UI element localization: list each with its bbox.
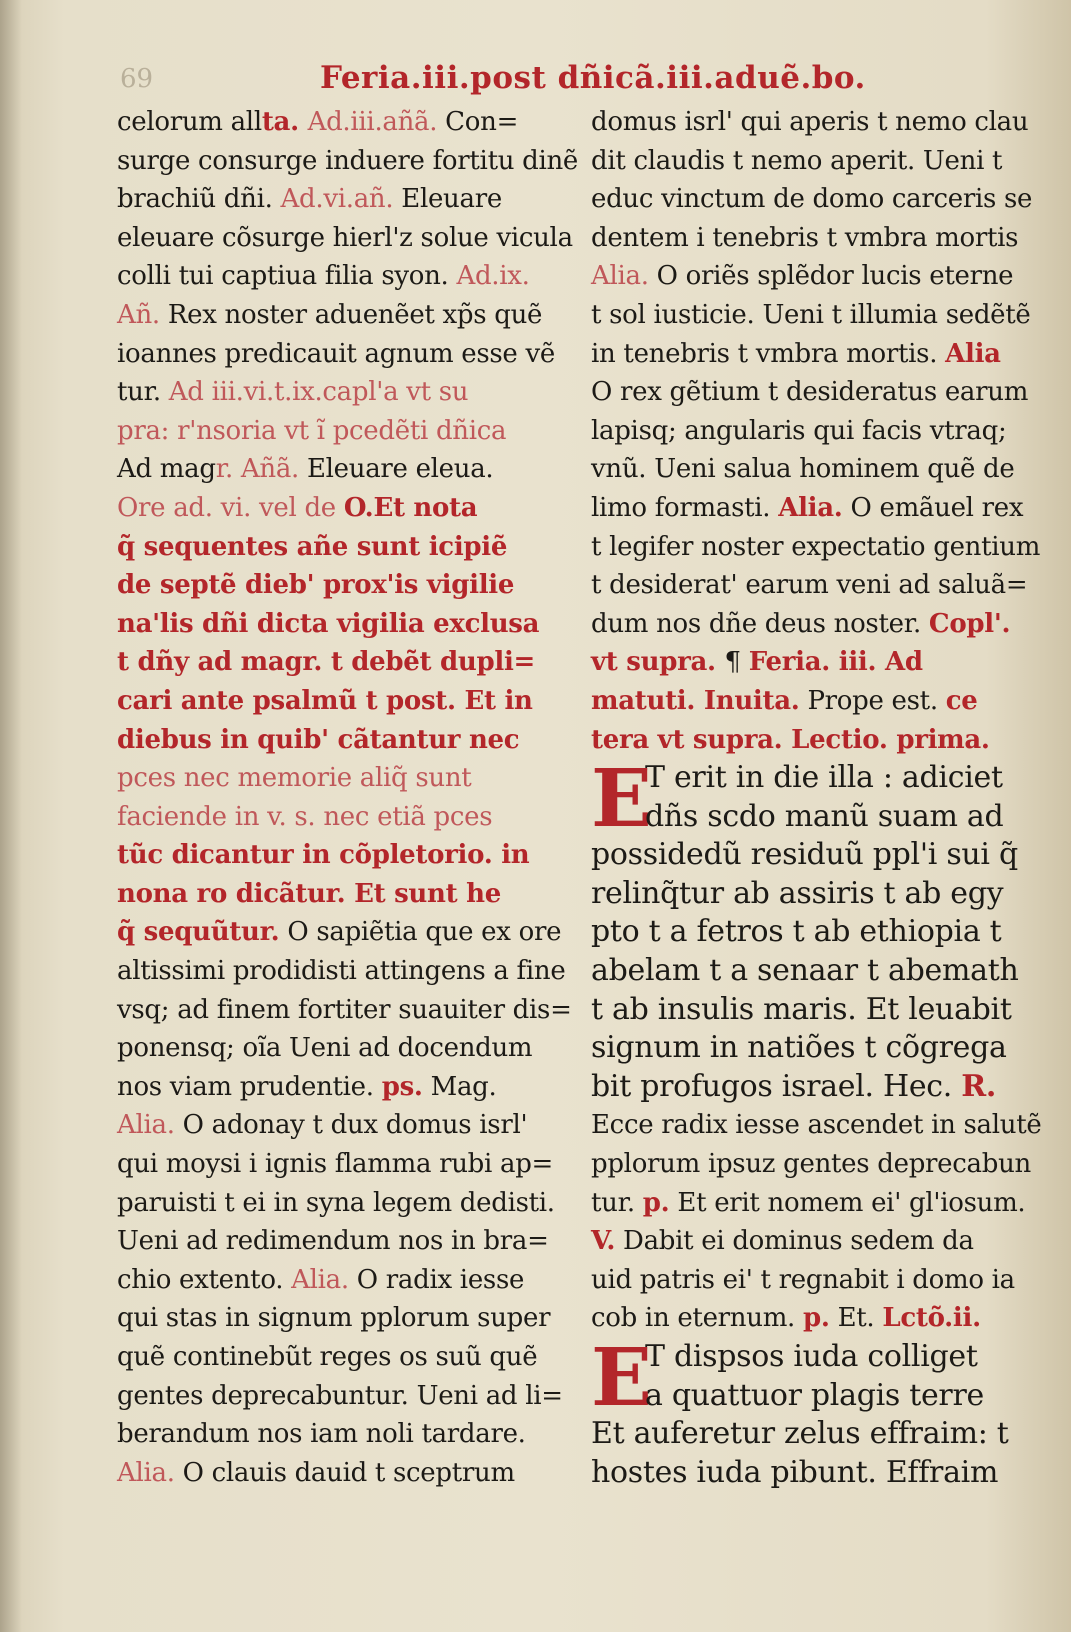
text-run: altissimi prodidisti attingens a fine [117,956,566,987]
text-run: pto t a fetros t ab ethiopia t [591,914,1002,950]
text-run: Dabit ei dominus sedem da [615,1226,974,1257]
text-run: dit claudis t nemo aperit. Ueni t [591,145,1003,176]
rubric-text: Ad.vi.añ. [280,184,394,215]
rubric-text: R. [961,1068,997,1104]
rubric-text: vt supra. [591,647,725,678]
folio-number: 69 [120,64,154,94]
text-run: chio extento. [117,1264,292,1295]
rubric-text: Alia. [291,1264,349,1295]
rubric-text: Alia. [591,261,649,292]
text-line [117,1377,565,1416]
text-line [591,450,1031,489]
text-run: O radix iesse [348,1264,525,1295]
text-line [117,1029,565,1068]
text-line [591,412,1031,451]
text-line [117,528,565,567]
rubric-text: p. [802,1303,830,1334]
text-run: gentes deprecabuntur. Ueni ad li= [117,1380,563,1411]
text-run: nos viam prudentie. [117,1071,382,1102]
text-run: brachiũ dñi. [117,184,281,215]
text-run: O oriẽs splẽdor lucis eterne [648,261,1014,292]
rubric-text: tũc dicantur in cõpletorio. in [117,840,530,871]
text-line [117,219,573,258]
text-run: a quattuor plagis terre [645,1377,984,1413]
text-run: O emãuel rex [842,492,1024,523]
text-line [117,103,565,142]
text-line [591,142,1031,181]
text-line [117,296,565,335]
text-run: Ecce radix iesse ascendet in salutẽ [591,1110,1042,1141]
text-line [591,836,1031,875]
rubric-text: na'lis dñi dicta vigilia exclusa [117,608,540,639]
text-run: O clauis dauid t sceptrum [174,1457,515,1488]
rubric-text: p. [642,1187,670,1218]
rubric-text: ce [945,685,978,716]
text-run: tur. [117,377,169,408]
text-line [117,373,565,412]
rubric-text: Ad.iii.añã. [307,107,438,137]
text-run: in tenebris t vmbra mortis. [591,338,946,369]
text-line [117,952,565,991]
text-line [117,605,565,644]
text-run: ioannes predicauit agnum esse vẽ [117,338,555,369]
rubric-text: Et nota [373,492,478,523]
rubric-text: faciende in v. s. nec etiã pces [117,801,493,832]
rubric-text: Añã. [232,454,299,485]
text-line [591,103,1031,142]
text-run: dñs scdo manũ suam ad [645,798,1004,834]
page-header [120,60,1020,100]
text-line [117,489,565,528]
text-run: lapisq; angularis qui facis vtraq; [591,415,1007,446]
text-run: ponensq; oĩa Ueni ad docendum [117,1033,533,1064]
text-run: dentem i tenebris t vmbra mortis [591,222,1019,253]
text-run: T erit in die illa : adiciet [645,760,1003,796]
text-line [117,1068,565,1107]
rubric-text: matuti. Inuita. [591,685,800,716]
text-line [591,1222,1031,1261]
rubric-text: q̃ sequũtur. [117,917,280,948]
right-text-column [591,103,1042,1492]
left-text-column [117,103,579,1492]
text-line [591,1299,1031,1338]
text-run: qui stas in signum pplorum super [117,1303,551,1334]
text-run: uid patris ei' t regnabit i domo ia [591,1264,1015,1295]
text-run: pplorum ipsuz gentes deprecabun [591,1149,1031,1180]
text-line [117,412,565,451]
text-line [591,798,1031,837]
text-run: t sol iusticie. Ueni t illumia sedẽtẽ [591,299,1031,330]
text-run: celorum all [117,107,262,137]
text-line [591,682,1031,721]
text-line [117,257,565,296]
text-line [591,296,1031,335]
rubric-text: t dñy ad magr. t debẽt dupli= [117,647,536,678]
text-line [117,142,579,181]
text-line [117,798,565,837]
text-line [117,450,565,489]
rubric-text: tera vt supra. Lectio. prima. [591,724,990,755]
text-line [117,1338,565,1377]
decorated-initial: E [591,1330,652,1424]
rubric-text: de septẽ dieb' prox'is vigilie [117,570,515,601]
text-run: Prope est. [799,685,946,716]
text-line [591,335,1031,374]
rubric-text: ta. [261,107,308,137]
text-run: educ vinctum de domo carceris se [591,184,1033,215]
rubric-text: Lctõ.ii. [882,1303,981,1334]
text-run: Hec. [882,1068,962,1104]
text-run: dum nos dñe deus noster. [591,608,929,639]
text-run: surge consurge induere fortitu dinẽ [117,145,579,176]
rubric-text: Feria. iii. Ad [748,647,923,678]
text-line [117,643,565,682]
text-run: tur. [591,1187,643,1218]
text-line [117,1415,565,1454]
text-run: ¶ [724,647,749,678]
text-line [117,682,565,721]
text-run: Eleuare eleua. [299,454,494,485]
text-line [591,257,1031,296]
text-line [591,875,1031,914]
text-run: Et. [829,1303,883,1334]
text-run: t ab insulis maris. Et leuabit [591,991,1012,1027]
text-line [591,528,1041,567]
text-line [591,1068,1031,1107]
rubric-text: Ad iii.vi.t.ix.capl'a vt su [168,377,469,408]
text-run: domus isrl' qui aperis t nemo clau [591,107,1029,137]
rubric-text: r. [215,454,233,485]
decorated-initial: E [591,751,652,846]
rubric-text: nona ro dicãtur. Et sunt he [117,878,501,909]
text-run: colli tui captiua filia syon. [117,261,457,292]
text-line [117,1145,565,1184]
text-run: O sapiẽtia que ex ore [279,917,562,948]
running-title: Feria.iii.post dñicã.iii.aduẽ.bo. [320,60,866,96]
text-run: cob in eternum. [591,1303,803,1334]
text-line [591,1184,1031,1223]
text-run: paruisti t ei in syna legem dedisti. [117,1187,555,1218]
text-run: Ueni ad redimendum nos in bra= [117,1226,549,1257]
text-line [591,219,1031,258]
text-line [117,1106,565,1145]
rubric-text: ps. [381,1071,423,1102]
text-line [117,566,565,605]
text-run: Eleuare [393,184,502,215]
text-run: quẽ continebũt reges os suũ quẽ [117,1342,538,1372]
rubric-text: Ad.ix. [456,261,530,292]
text-run: Ad mag [117,454,216,485]
text-run: abelam t a senaar t abemath [591,953,1019,989]
text-run: hostes iuda pibunt. Effraim [591,1454,999,1490]
rubric-text: Alia. [117,1457,175,1488]
rubric-text: diebus in quib' cãtantur nec [117,724,520,755]
text-line [591,1415,1031,1454]
gutter-shadow [0,0,22,1632]
rubric-text: pces nec memorie aliq̃ sunt [117,763,472,794]
text-line [591,952,1031,991]
text-run: Con= [437,107,519,137]
text-line [591,1106,1042,1145]
rubric-text: Copl'. [928,608,1011,639]
text-line [117,759,565,798]
rubric-text: cari ante psalmũ t post. Et in [117,685,533,716]
text-line [117,913,565,952]
text-line [591,1377,1031,1416]
text-line [591,1029,1031,1068]
text-line [591,605,1031,644]
text-run: O adonay t dux domus isrl' [174,1110,528,1141]
text-run: O rex gẽtium t desideratus earum [591,377,1029,408]
rubric-text: Alia. [778,492,843,523]
text-run: Et erit nomem ei' gl'iosum. [669,1187,1026,1218]
text-run: bit profugos israel. [591,1068,883,1104]
rubric-text: V. [591,1226,616,1257]
rubric-text: Alia [945,338,1001,369]
text-run: t desiderat' earum veni ad saluã= [591,570,1028,601]
text-line [591,1454,1031,1493]
text-run: Rex noster aduenẽet xp̃s quẽ [159,299,543,330]
text-run: T dispsos iuda colliget [645,1339,978,1374]
text-run: relinq̃tur ab assiris t ab egy [591,875,1004,911]
rubric-text: Añ. [117,299,160,330]
text-line [117,335,565,374]
text-line [117,1454,565,1493]
text-line [117,180,565,219]
text-run: signum in natiões t cõgrega [591,1030,1007,1066]
text-line [117,1299,565,1338]
text-run: limo formasti. [591,492,779,523]
text-line [591,991,1031,1030]
text-line [591,721,1031,760]
text-line [591,489,1031,528]
text-line [117,1184,565,1223]
text-run: eleuare cõsurge hierl'z solue vicula [117,222,573,253]
text-run: Mag. [422,1071,497,1102]
rubric-text: Ore ad. vi. vel de [117,492,344,523]
text-run: vsq; ad finem fortiter suauiter dis= [117,994,572,1025]
text-run: t legifer noster expectatio gentium [591,531,1041,562]
text-line [117,1222,565,1261]
text-run: vnũ. Ueni salua hominem quẽ de [591,454,1015,485]
text-line [591,1145,1031,1184]
text-run: Et auferetur zelus effraim: t [591,1416,1009,1452]
text-line [591,180,1031,219]
text-line [591,1261,1031,1300]
text-run: qui moysi i ignis flamma rubi ap= [117,1149,554,1180]
text-line [591,566,1031,605]
text-line [591,373,1031,412]
text-line [591,913,1031,952]
text-line [117,875,565,914]
text-line [591,643,1031,682]
rubric-text: Alia. [117,1110,175,1141]
rubric-text: pra: r'nsoria vt ĩ pcedẽti dñica [117,415,507,446]
text-line [117,991,572,1030]
text-line [117,836,565,875]
text-line [117,721,565,760]
text-line [117,1261,565,1300]
text-run: berandum nos iam noli tardare. [117,1419,526,1450]
rubric-text: q̃ sequentes añe sunt icipiẽ [117,531,508,562]
text-run: possidedũ residuũ ppl'i sui q̃ [591,837,1018,873]
rubric-text: O. [343,492,374,523]
